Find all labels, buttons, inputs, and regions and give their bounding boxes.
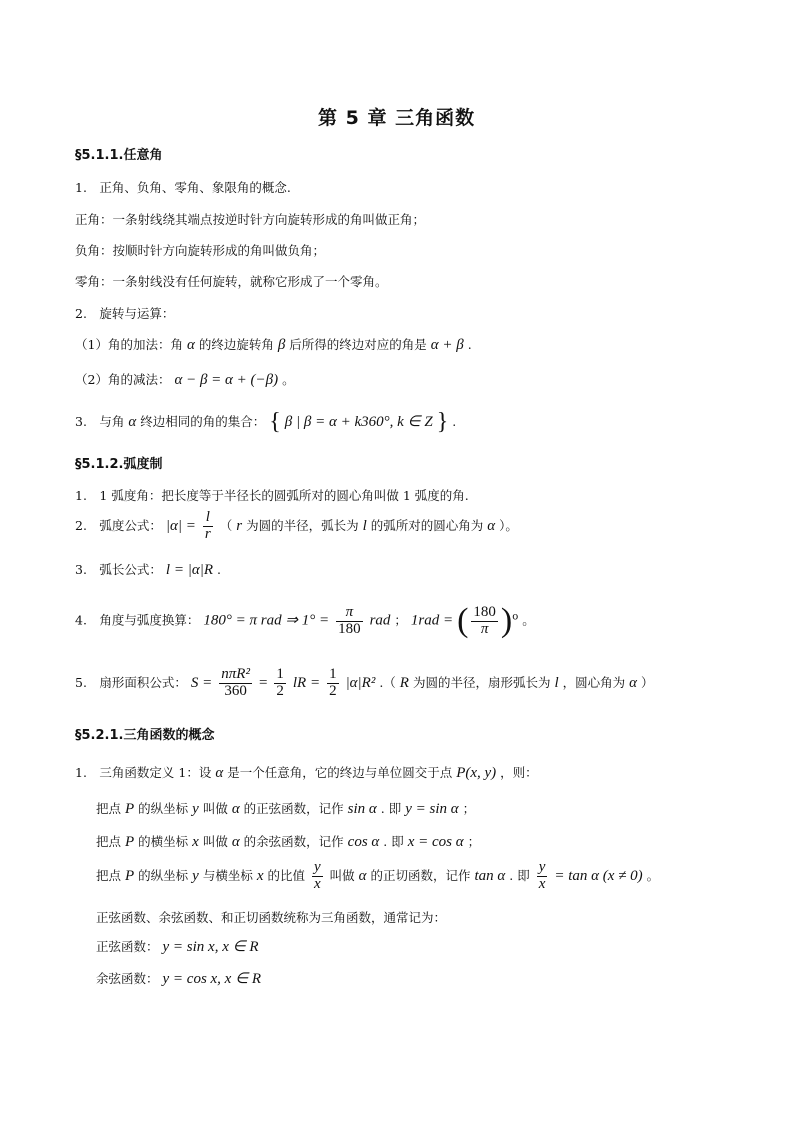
text-span: 叫做 bbox=[202, 801, 228, 816]
fraction-l-over-r bbox=[203, 510, 213, 543]
text-span: . bbox=[452, 413, 457, 429]
math-alpha-plus-beta: α + β bbox=[430, 337, 464, 353]
math-P: P bbox=[125, 801, 135, 817]
text-span: . bbox=[216, 562, 221, 577]
math-x: x bbox=[192, 834, 199, 850]
page-title: 第 5 章 三角函数 bbox=[318, 107, 476, 129]
text-span: ； bbox=[394, 612, 407, 628]
numerator: 180 bbox=[473, 603, 496, 620]
text-span: . 即 bbox=[383, 834, 404, 849]
math-sin-alpha: sin α bbox=[347, 801, 377, 817]
section-heading-5-2-1: §5.2.1.三角函数的概念 bbox=[75, 728, 215, 743]
coterminal-set-line bbox=[75, 408, 456, 437]
math-R: R bbox=[399, 674, 409, 691]
paren-close: ) bbox=[500, 602, 513, 639]
text-span: （1）角的加法：角 bbox=[75, 337, 183, 352]
text-span: 为圆的半径，弧长为 bbox=[246, 517, 359, 533]
text-line: 1. 正角、负角、零角、象限角的概念. bbox=[75, 180, 291, 195]
denominator: x bbox=[538, 875, 546, 892]
math-alpha: α bbox=[186, 337, 195, 353]
text-span: . bbox=[467, 337, 472, 352]
paren-open: ( bbox=[457, 602, 469, 639]
math-alpha: α bbox=[487, 517, 496, 534]
math-abs-alpha: |α| = bbox=[165, 517, 196, 534]
text-span: 叫做 bbox=[202, 834, 228, 849]
text-span: 。 bbox=[522, 612, 535, 628]
text-span: 余弦函数： bbox=[96, 971, 159, 986]
numerator: 1 bbox=[329, 666, 337, 682]
cosine-definition-line bbox=[96, 833, 480, 851]
text-span: ，则： bbox=[500, 765, 538, 780]
math-y-eq-sin: y = sin α bbox=[405, 801, 459, 817]
text-span: 把点 bbox=[96, 867, 122, 883]
text-line: 正弦函数、余弦函数、和正切函数统称为三角函数，通常记为： bbox=[96, 910, 447, 925]
cosine-function-line bbox=[96, 970, 261, 988]
text-span: 。 bbox=[282, 372, 295, 387]
text-span: 把点 bbox=[96, 834, 122, 849]
math-x: x bbox=[256, 867, 264, 884]
text-span: 的纵坐标 bbox=[138, 867, 189, 883]
math-deg-to-rad: 180° = π rad ⇒ 1° = bbox=[203, 612, 330, 629]
text-span: 的正弦函数，记作 bbox=[243, 801, 344, 816]
math-set-body: β | β = α + k360°, k ∈ Z bbox=[284, 413, 433, 430]
math-y: y bbox=[192, 801, 199, 817]
denominator: 360 bbox=[224, 682, 247, 699]
text-span: 终边相同的角的集合： bbox=[140, 413, 266, 429]
fraction-one-half bbox=[327, 667, 339, 700]
denominator: π bbox=[480, 620, 489, 637]
section-heading-5-1-1: §5.1.1.任意角 bbox=[75, 148, 163, 163]
math-beta: β bbox=[277, 337, 286, 353]
text-line: 零角：一条射线没有任何旋转，就称它形成了一个零角。 bbox=[75, 274, 388, 289]
denominator: 2 bbox=[329, 682, 337, 699]
text-span: .（ bbox=[379, 674, 396, 690]
numerator: y bbox=[538, 859, 546, 875]
text-span: ； bbox=[467, 834, 481, 849]
text-span: 2. 弧度公式： bbox=[75, 517, 162, 533]
text-span: 的弧所对的圆心角为 bbox=[370, 517, 484, 533]
text-span: ） bbox=[640, 674, 654, 690]
fraction-one-half bbox=[274, 667, 286, 700]
definition-line bbox=[75, 764, 538, 782]
text-span: 叫做 bbox=[329, 867, 355, 883]
text-span: 5. 扇形面积公式： bbox=[75, 674, 187, 690]
text-span: 的比值 bbox=[267, 867, 305, 883]
addition-line bbox=[75, 336, 472, 354]
tangent-definition-line bbox=[96, 860, 659, 893]
math-alpha: α bbox=[358, 867, 367, 884]
denominator: 2 bbox=[276, 682, 284, 699]
math-r: r bbox=[236, 517, 243, 534]
math-alpha: α bbox=[215, 765, 224, 781]
text-span: 3. 弧长公式： bbox=[75, 562, 162, 577]
numerator: 1 bbox=[276, 666, 284, 682]
numerator: π bbox=[336, 605, 363, 622]
math-l: l bbox=[362, 517, 367, 534]
math-cos-alpha: cos α bbox=[347, 834, 380, 850]
denominator: x bbox=[313, 875, 321, 892]
math-subtraction: α − β = α + (−β) bbox=[174, 372, 279, 388]
text-span: 的正切函数，记作 bbox=[370, 867, 471, 883]
text-span: ； bbox=[462, 801, 476, 816]
math-tan-alpha: tan α bbox=[474, 867, 506, 884]
text-span: ）。 bbox=[499, 517, 518, 533]
text-line: 1. 1 弧度角：把长度等于半径长的圆弧所对的圆心角叫做 1 弧度的角. bbox=[75, 488, 469, 503]
math-P: P bbox=[125, 867, 135, 884]
math-sine-function: y = sin x, x ∈ R bbox=[162, 939, 259, 955]
text-line: 负角：按顺时针方向旋转形成的角叫做负角； bbox=[75, 243, 326, 258]
text-span: 3. 与角 bbox=[75, 413, 125, 429]
math-alpha: α bbox=[128, 413, 137, 430]
text-span: . 即 bbox=[509, 867, 530, 883]
text-span: 的余弦函数，记作 bbox=[243, 834, 344, 849]
text-span: 4. 角度与弧度换算： bbox=[75, 612, 200, 628]
math-P: P bbox=[125, 834, 135, 850]
section-heading-5-1-2: §5.1.2.弧度制 bbox=[75, 457, 163, 472]
fraction-y-over-x bbox=[312, 860, 323, 893]
sine-definition-line bbox=[96, 800, 475, 818]
text-span: 后所得的终边对应的角是 bbox=[289, 337, 427, 352]
math-cosine-function: y = cos x, x ∈ R bbox=[162, 971, 262, 987]
degree-superscript: o bbox=[512, 611, 519, 623]
denominator: 180 bbox=[338, 620, 361, 637]
math-S: S = bbox=[190, 674, 213, 691]
text-span: 1. 三角函数定义 1：设 bbox=[75, 765, 212, 780]
math-alpha: α bbox=[231, 834, 240, 850]
math-rad: rad bbox=[369, 612, 391, 629]
text-span: 是一个任意角，它的终边与单位圆交于点 bbox=[227, 765, 453, 780]
text-span: 。 bbox=[646, 867, 660, 883]
text-span: （ bbox=[219, 517, 233, 533]
text-line: 2. 旋转与运算： bbox=[75, 306, 175, 321]
math-equals: = bbox=[258, 674, 268, 691]
fraction-pi-over-180 bbox=[336, 605, 363, 638]
numerator: l bbox=[203, 510, 213, 527]
fraction-180-over-pi bbox=[471, 605, 498, 638]
math-one-rad: 1rad = bbox=[410, 612, 454, 629]
text-span: ，圆心角为 bbox=[562, 674, 626, 690]
text-span: 与横坐标 bbox=[202, 867, 253, 883]
math-abs-alpha-R2: |α|R² bbox=[345, 674, 376, 691]
text-span: 的横坐标 bbox=[138, 834, 189, 849]
math-arc-length: l = |α|R bbox=[165, 562, 213, 578]
denominator: r bbox=[204, 525, 211, 542]
brace-close: } bbox=[436, 409, 449, 435]
radian-formula-line bbox=[75, 510, 518, 543]
text-span: . 即 bbox=[380, 801, 402, 816]
sine-function-line bbox=[96, 938, 259, 956]
text-span: 的纵坐标 bbox=[138, 801, 189, 816]
text-span: 的终边旋转角 bbox=[198, 337, 274, 352]
arc-length-line bbox=[75, 561, 221, 579]
text-span: （2）角的减法： bbox=[75, 372, 171, 387]
math-tan-condition: = tan α (x ≠ 0) bbox=[554, 867, 643, 884]
fraction-npiR2-over-360 bbox=[219, 667, 252, 700]
math-y: y bbox=[192, 867, 199, 884]
text-span: 为圆的半径，扇形弧长为 bbox=[412, 674, 551, 690]
fraction-y-over-x bbox=[537, 860, 548, 893]
math-alpha: α bbox=[231, 801, 240, 817]
math-lR: lR = bbox=[292, 674, 321, 691]
subtraction-line bbox=[75, 371, 295, 389]
text-line: 正角：一条射线绕其端点按逆时针方向旋转形成的角叫做正角； bbox=[75, 212, 426, 227]
text-span: 把点 bbox=[96, 801, 122, 816]
math-point-P: P(x, y) bbox=[456, 765, 497, 781]
numerator: nπR² bbox=[221, 666, 250, 682]
math-x-eq-cos: x = cos α bbox=[407, 834, 464, 850]
brace-open: { bbox=[269, 409, 281, 435]
conversion-line bbox=[75, 604, 535, 638]
math-l: l bbox=[554, 674, 559, 691]
text-span: 正弦函数： bbox=[96, 939, 159, 954]
math-alpha: α bbox=[629, 674, 637, 691]
numerator: y bbox=[313, 859, 321, 875]
sector-area-line bbox=[75, 667, 653, 700]
